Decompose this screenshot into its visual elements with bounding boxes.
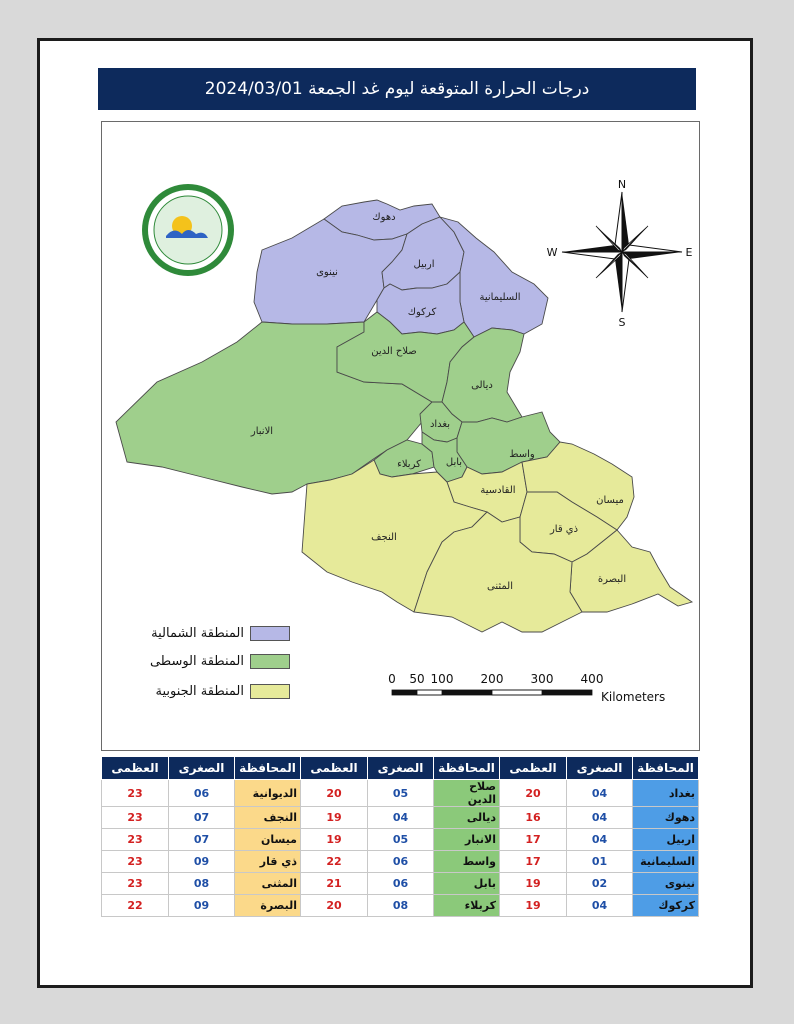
- min-temp-cell: 07: [169, 807, 235, 829]
- max-temp-cell: 22: [301, 851, 368, 873]
- compass-w: W: [546, 246, 558, 259]
- legend-label-north: المنطقة الشمالية: [151, 625, 244, 641]
- max-temp-cell: 23: [102, 873, 169, 895]
- max-temp-cell: 23: [102, 807, 169, 829]
- scale-tick-400: 400: [580, 672, 604, 686]
- min-temp-cell: 06: [368, 873, 434, 895]
- label-sulaymaniyah: السليمانية: [479, 292, 521, 303]
- scale-tick-0: 0: [388, 672, 396, 686]
- province-name-cell: صلاح الدين: [434, 780, 500, 807]
- iraq-region-map: [101, 121, 700, 751]
- province-name-cell: بغداد: [633, 780, 699, 807]
- province-name-cell: النجف: [235, 807, 301, 829]
- label-dhiqar: ذي قار: [549, 524, 579, 535]
- label-salahaddin: صلاح الدين: [371, 346, 417, 357]
- temperature-table-body: [102, 780, 699, 917]
- label-muthanna: المثنى: [487, 581, 513, 592]
- header-max: العظمى: [500, 757, 567, 780]
- max-temp-cell: 19: [301, 807, 368, 829]
- max-temp-cell: 20: [500, 780, 567, 807]
- header-max: العظمى: [102, 757, 169, 780]
- header-province: المحافظة: [633, 757, 699, 780]
- province-name-cell: اربيل: [633, 829, 699, 851]
- legend-label-south: المنطقة الجنوبية: [155, 683, 244, 699]
- table-row: [102, 780, 699, 807]
- temperature-table: [101, 756, 699, 917]
- min-temp-cell: 06: [169, 780, 235, 807]
- legend-item-middle: [124, 652, 294, 670]
- min-temp-cell: 04: [368, 807, 434, 829]
- min-temp-cell: 08: [169, 873, 235, 895]
- table-row: [102, 829, 699, 851]
- label-karbala: كربلاء: [397, 459, 421, 470]
- min-temp-cell: 04: [567, 895, 633, 917]
- legend-swatch-middle: [250, 654, 290, 669]
- legend-item-south: [124, 682, 294, 700]
- scale-labels: [390, 672, 690, 702]
- label-diyala: ديالى: [471, 380, 493, 391]
- max-temp-cell: 22: [102, 895, 169, 917]
- header-min: الصغرى: [169, 757, 235, 780]
- max-temp-cell: 19: [301, 829, 368, 851]
- header-province: المحافظة: [235, 757, 301, 780]
- province-name-cell: الانبار: [434, 829, 500, 851]
- max-temp-cell: 23: [102, 829, 169, 851]
- compass-rose-icon: [547, 178, 693, 329]
- legend-swatch-south: [250, 684, 290, 699]
- min-temp-cell: 04: [567, 780, 633, 807]
- header-min: الصغرى: [567, 757, 633, 780]
- province-name-cell: كركوك: [633, 895, 699, 917]
- table-row: [102, 851, 699, 873]
- table-header-row: [102, 757, 699, 780]
- max-temp-cell: 21: [301, 873, 368, 895]
- meteorological-organization-logo: [142, 184, 234, 276]
- max-temp-cell: 20: [301, 895, 368, 917]
- min-temp-cell: 02: [567, 873, 633, 895]
- max-temp-cell: 17: [500, 829, 567, 851]
- min-temp-cell: 05: [368, 780, 434, 807]
- label-qadisiyah: القادسية: [480, 485, 516, 496]
- max-temp-cell: 19: [500, 895, 567, 917]
- min-temp-cell: 06: [368, 851, 434, 873]
- scale-tick-50: 50: [409, 672, 425, 686]
- province-name-cell: ديالى: [434, 807, 500, 829]
- min-temp-cell: 09: [169, 895, 235, 917]
- label-kirkuk: كركوك: [407, 307, 437, 318]
- header-max: العظمى: [301, 757, 368, 780]
- province-name-cell: دهوك: [633, 807, 699, 829]
- province-name-cell: كربلاء: [434, 895, 500, 917]
- max-temp-cell: 20: [301, 780, 368, 807]
- min-temp-cell: 07: [169, 829, 235, 851]
- label-babil: بابل: [445, 457, 463, 468]
- min-temp-cell: 08: [368, 895, 434, 917]
- province-name-cell: المثنى: [235, 873, 301, 895]
- province-name-cell: البصرة: [235, 895, 301, 917]
- page-title: درجات الحرارة المتوقعة ليوم غد الجمعة 2024/03/01: [98, 68, 696, 110]
- min-temp-cell: 05: [368, 829, 434, 851]
- legend-item-north: [124, 624, 294, 642]
- label-anbar: الانبار: [250, 426, 274, 437]
- label-wasit: واسط: [509, 449, 535, 460]
- province-name-cell: ذي قار: [235, 851, 301, 873]
- label-nineveh: نينوى: [316, 267, 338, 278]
- compass-s: S: [618, 316, 626, 329]
- min-temp-cell: 01: [567, 851, 633, 873]
- label-basra: البصرة: [597, 574, 627, 585]
- header-province: المحافظة: [434, 757, 500, 780]
- max-temp-cell: 16: [500, 807, 567, 829]
- max-temp-cell: 23: [102, 780, 169, 807]
- province-name-cell: السليمانية: [633, 851, 699, 873]
- legend-label-middle: المنطقة الوسطى: [149, 653, 244, 669]
- label-dohuk: دهوك: [372, 212, 396, 223]
- table-row: [102, 807, 699, 829]
- min-temp-cell: 04: [567, 829, 633, 851]
- scale-tick-300: 300: [530, 672, 554, 686]
- scale-unit: Kilometers: [601, 690, 666, 704]
- scale-tick-200: 200: [480, 672, 504, 686]
- province-name-cell: نينوى: [633, 873, 699, 895]
- max-temp-cell: 23: [102, 851, 169, 873]
- province-name-cell: الديوانية: [235, 780, 301, 807]
- max-temp-cell: 17: [500, 851, 567, 873]
- legend-swatch-north: [250, 626, 290, 641]
- label-maysan: ميسان: [596, 495, 624, 506]
- label-erbil: اربيل: [413, 259, 435, 270]
- min-temp-cell: 09: [169, 851, 235, 873]
- province-name-cell: واسط: [434, 851, 500, 873]
- province-name-cell: ميسان: [235, 829, 301, 851]
- compass-n: N: [617, 178, 627, 191]
- label-baghdad: بغداد: [429, 419, 451, 430]
- table-row: [102, 873, 699, 895]
- scale-tick-100: 100: [430, 672, 454, 686]
- header-min: الصغرى: [368, 757, 434, 780]
- table-row: [102, 895, 699, 917]
- province-name-cell: بابل: [434, 873, 500, 895]
- min-temp-cell: 04: [567, 807, 633, 829]
- compass-e: E: [685, 246, 693, 259]
- max-temp-cell: 19: [500, 873, 567, 895]
- label-najaf: النجف: [371, 532, 397, 543]
